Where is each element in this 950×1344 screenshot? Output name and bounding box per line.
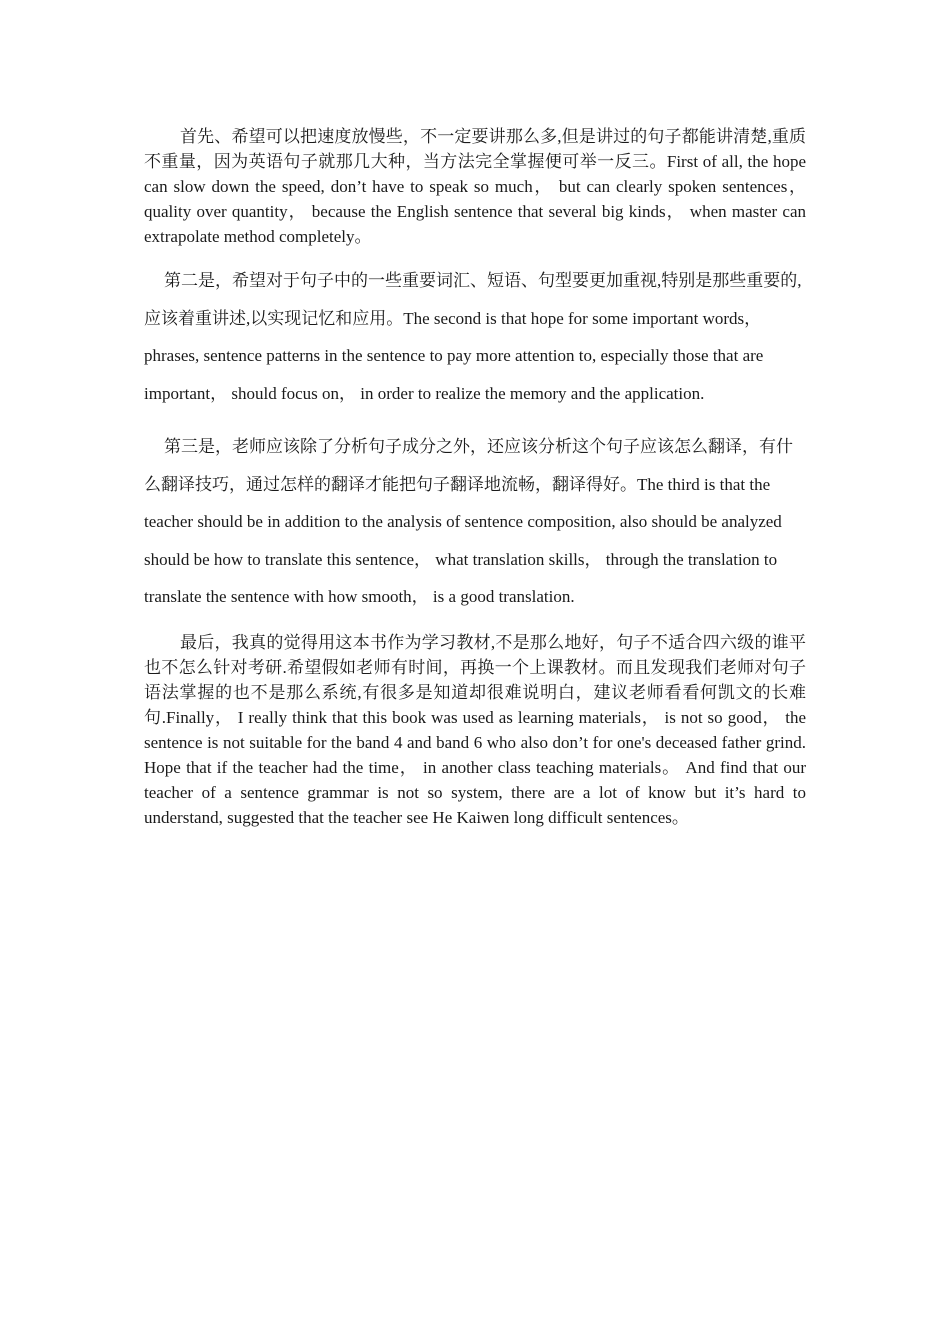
paragraph-second-request: 第二是，希望对于句子中的一些重要词汇、短语、句型要更加重视,特别是那些重要的,应该着重讲述,以实现记忆和应用。The second is that hope for some important words， phrases, sentence patterns in the sentence to pay more attention to, especially those that are important， should focus on， in order to realize the memory and the application.: [144, 271, 802, 403]
document-body: [144, 124, 806, 830]
paragraph-third-request: 第三是，老师应该除了分析句子成分之外，还应该分析这个句子应该怎么翻译，有什么翻译技巧，通过怎样的翻译才能把句子翻译地流畅，翻译得好。The third is that the teacher should be in addition to the analysis of sentence composition, also should be analyzed should be how to translate this sentence， what translation skills， through the translation to translate the sentence with how smooth， is a good translation.: [144, 437, 793, 606]
paragraph-final-request: 最后，我真的觉得用这本书作为学习教材,不是那么地好，句子不适合四六级的谁平也不怎么针对考研.希望假如老师有时间，再换一个上课教材。而且发现我们老师对句子语法掌握的也不是那么系统,有很多是知道却很难说明白，建议老师看看何凯文的长难句.Finally， I really think that this book was used as learning materials， is not so good， the sentence is not suitable for the band 4 and band 6 who also don’t for one's deceased father grind. Hope that if the teacher had the time， in another class teaching materials。 And find that our teacher of a sentence grammar is not so system, there are a lot of know but it’s hard to understand, suggested that the teacher see He Kaiwen long difficult sentences。: [144, 632, 806, 827]
paragraph-first-request: 首先、希望可以把速度放慢些，不一定要讲那么多,但是讲过的句子都能讲清楚,重质不重量，因为英语句子就那几大种，当方法完全掌握便可举一反三。First of all, the hope can slow down the speed, don’t have to speak so much， but can clearly spoken sentences， quality over quantity， because the English sentence that several big kinds， when master can extrapolate method completely。: [144, 127, 806, 246]
